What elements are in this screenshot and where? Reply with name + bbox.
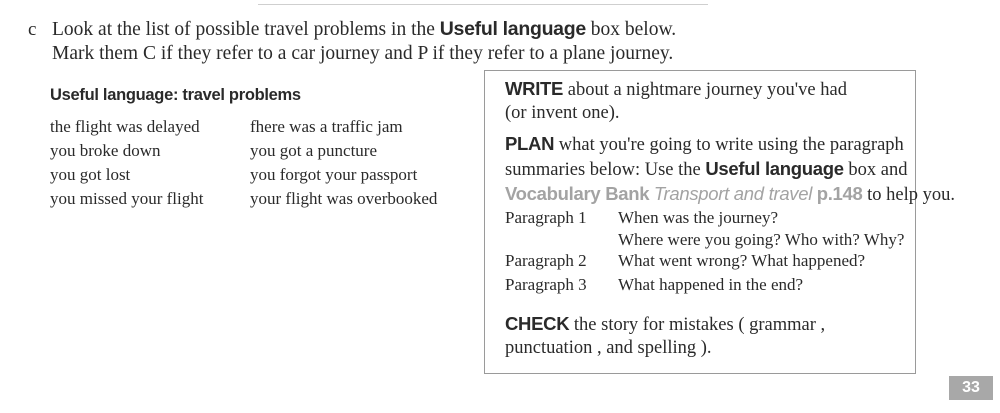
vocabulary-topic: Transport and travel [653,183,813,204]
plan-instruction: PLAN what you're going to write using the paragraph summaries below: Use the Useful language box and Vocabulary Bank Transport and travel p.148 to help you. [505,133,955,205]
writing-task-box [484,70,955,374]
write-instruction: WRITE about a nightmare journey you've had (or invent one). [505,78,847,123]
vocabulary-bank-ref: Vocabulary Bank [505,183,650,204]
list-item: your flight was overbooked [250,189,438,208]
useful-language-title: Useful language: travel problems [50,86,301,104]
page-reference: p.148 [816,183,863,204]
problems-column-1 [50,115,203,211]
top-divider [258,4,708,5]
paragraph-1-row: Paragraph 1 When was the journey? Where were you going? Who with? Why? [505,208,905,249]
list-item: you broke down [50,141,161,160]
instruction-line-2: Mark them C if they refer to a car journey and P if they refer to a plane journey. [52,43,674,64]
list-item: the flight was delayed [50,117,200,136]
exercise-instructions [52,17,676,66]
paragraph-label: Paragraph 2 [505,251,587,270]
exercise-letter: c [28,19,37,40]
paragraph-2-row: Paragraph 2 What went wrong? What happened? [505,251,866,270]
list-item: fhere was a traffic jam [250,117,403,136]
write-label: WRITE [505,78,564,99]
paragraph-label: Paragraph 1 [505,208,587,227]
useful-language-ref: Useful language [439,18,586,40]
plan-label: PLAN [505,133,555,154]
paragraph-label: Paragraph 3 [505,275,587,294]
list-item: you got lost [50,165,131,184]
instruction-line-1: Look at the list of possible travel problems in the Useful language box below. [52,18,677,40]
list-item: you missed your flight [50,189,204,208]
check-label: CHECK [505,313,570,334]
list-item: you forgot your passport [250,165,418,184]
useful-language-ref: Useful language [705,158,844,179]
list-item: you got a puncture [250,141,377,160]
page-number-badge: 33 [949,376,993,400]
check-instruction: CHECK the story for mistakes ( grammar , punctuation , and spelling ). [505,313,826,358]
paragraph-3-row: Paragraph 3 What happened in the end? [505,275,804,294]
problems-column-2 [250,115,437,211]
